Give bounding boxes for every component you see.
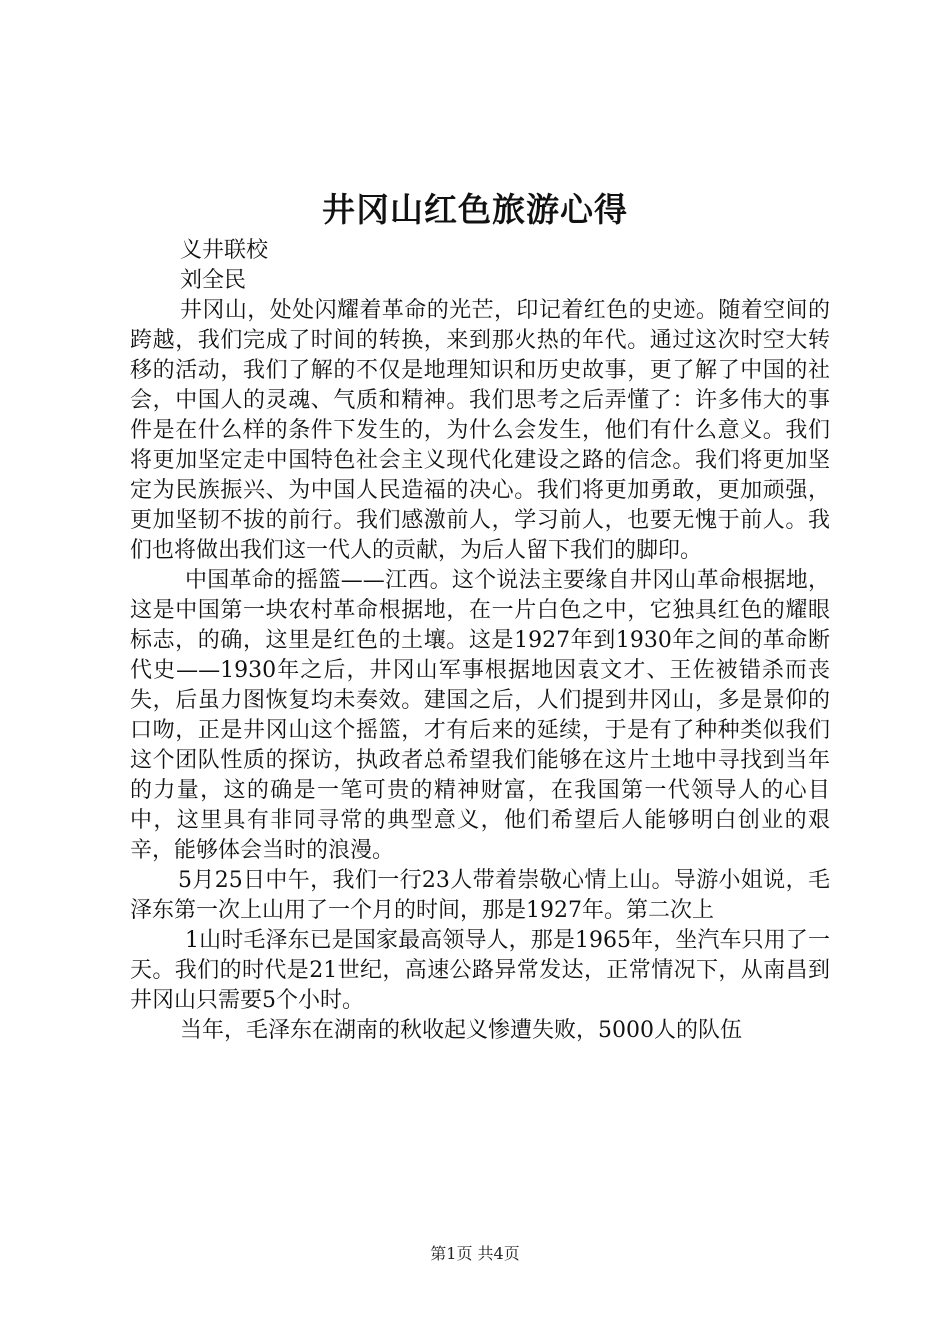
paragraph-1: 井冈山，处处闪耀着革命的光芒，印记着红色的史迹。随着空间的跨越，我们完成了时间的转换，来到那火热的年代。通过这次时空大转移的活动，我们了解的不仅是地理知识和历史故事，更了解了中国的社会，中国人的灵魂、气质和精神。我们思考之后弄懂了：许多伟大的事件是在什么样的条件下发生的，为什么会发生，他们有什么意义。我们将更加坚定走中国特色社会主义现代化建设之路的信念。我们将更加坚定为民族振兴、为中国人民造福的决心。我们将更加勇敢，更加顽强，更加坚韧不拔的前行。我们感激前人，学习前人，也要无愧于前人。我们也将做出我们这一代人的贡献，为后人留下我们的脚印。	[130, 298, 830, 563]
paragraph-5: 当年，毛泽东在湖南的秋收起义惨遭失败，5000人的队伍	[180, 1018, 742, 1043]
document-title: 井冈山红色旅游心得	[322, 190, 628, 229]
page-number-footer: 第1页 共4页	[430, 1244, 520, 1263]
document-body	[130, 236, 830, 1046]
paragraph-4: 1山时毛泽东已是国家最高领导人，那是1965年，坐汽车只用了一天。我们的时代是21世纪，高速公路异常发达，正常情况下，从南昌到井冈山只需要5个小时。	[130, 928, 830, 1013]
paragraph-3: 5月25日中午，我们一行23人带着崇敬心情上山。导游小姐说，毛泽东第一次上山用了一个月的时间，那是1927年。第二次上	[130, 868, 830, 923]
school-name: 义井联校	[180, 238, 269, 263]
author-name: 刘全民	[180, 268, 247, 293]
paragraph-2: 中国革命的摇篮——江西。这个说法主要缘自井冈山革命根据地，这是中国第一块农村革命根据地，在一片白色之中，它独具红色的耀眼标志，的确，这里是红色的土壤。这是1927年到1930年之间的革命断代史——1930年之后，井冈山军事根据地因袁文才、王佐被错杀而丧失，后虽力图恢复均未奏效。建国之后，人们提到井冈山，多是景仰的口吻，正是井冈山这个摇篮，才有后来的延续，于是有了种种类似我们这个团队性质的探访，执政者总希望我们能够在这片土地中寻找到当年的力量，这的确是一笔可贵的精神财富，在我国第一代领导人的心目中，这里具有非同寻常的典型意义，他们希望后人能够明白创业的艰辛，能够体会当时的浪漫。	[130, 568, 830, 863]
